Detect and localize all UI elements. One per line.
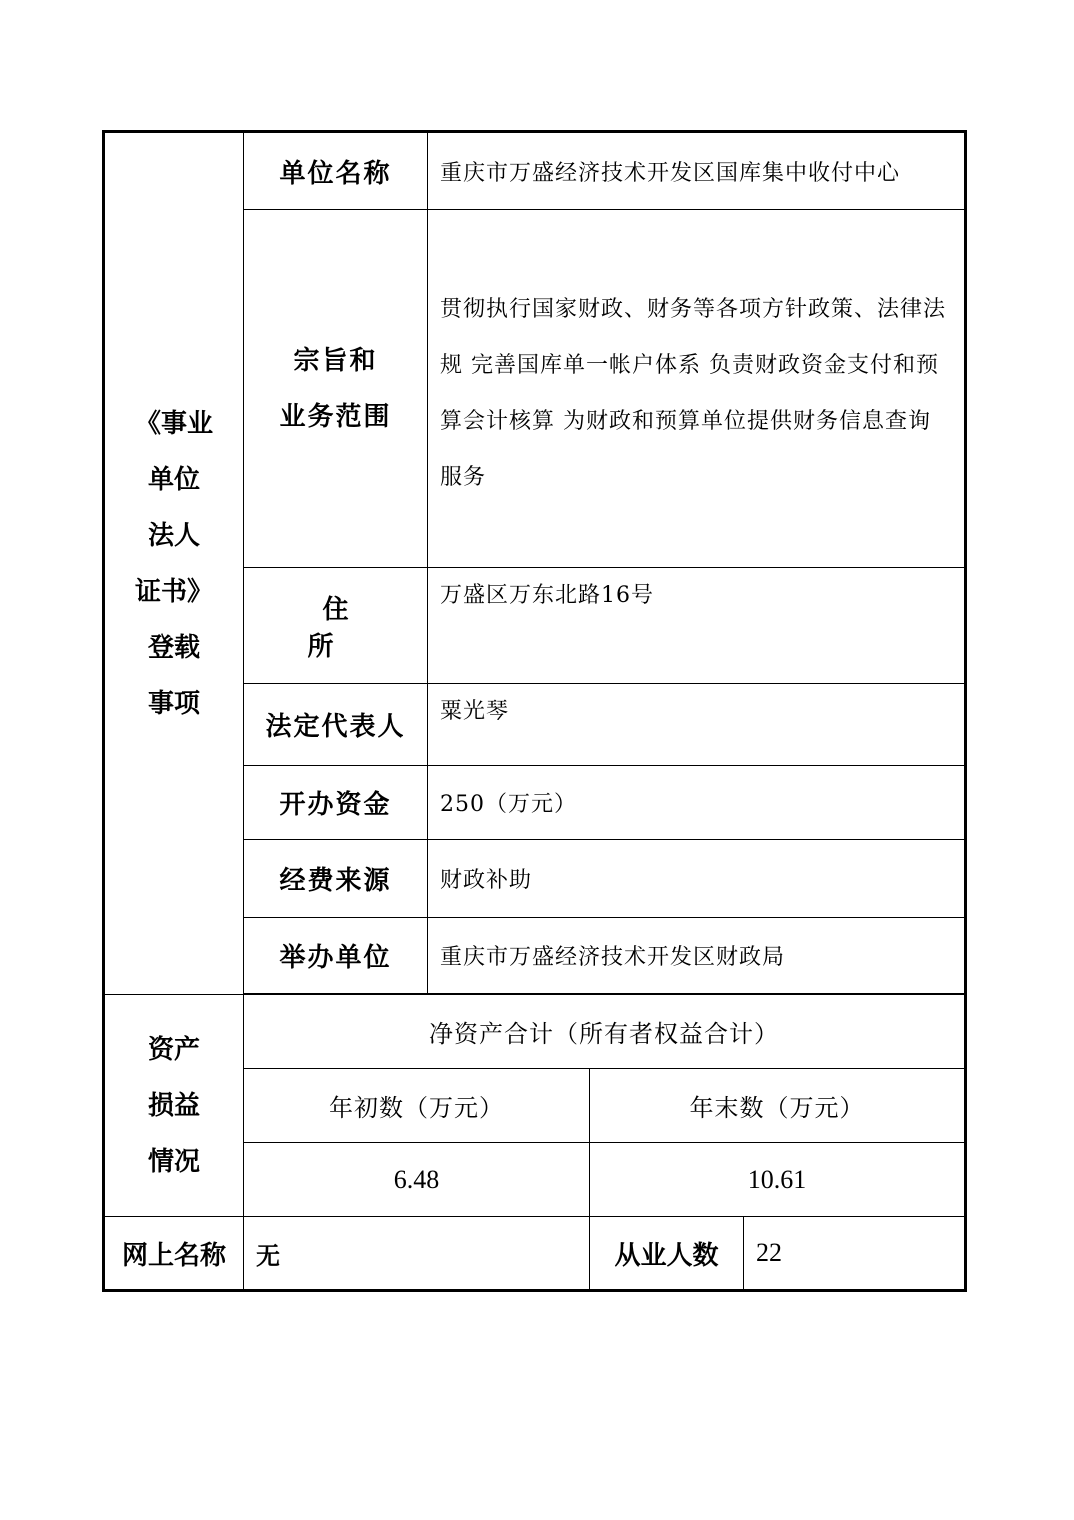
side-line: 损益 bbox=[147, 1090, 200, 1121]
end-value: 10.61 bbox=[590, 1143, 966, 1217]
purpose-value: 贯彻执行国家财政、财务等各项方针政策、法律法规 完善国库单一帐户体系 负责财政资金支付和预算会计核算 为财政和预算单位提供财务信息查询服务 bbox=[428, 210, 966, 568]
purpose-label bbox=[244, 210, 428, 568]
address-label bbox=[244, 568, 435, 684]
funding-value: 财政补助 bbox=[428, 840, 966, 918]
capital-value: 250（万元） bbox=[428, 766, 966, 840]
address-value: 万盛区万东北路16号 bbox=[428, 568, 966, 684]
side-line: 资产 bbox=[147, 1034, 200, 1065]
side-line: 《事业 bbox=[134, 408, 213, 439]
registration-table bbox=[102, 130, 967, 1292]
side-line: 登载 bbox=[147, 632, 200, 663]
assets-side-header bbox=[104, 995, 244, 1217]
online-name-value: 无 bbox=[244, 1217, 590, 1291]
side-line: 情况 bbox=[147, 1146, 200, 1177]
capital-label: 开办资金 bbox=[244, 766, 428, 840]
online-name-label: 网上名称 bbox=[104, 1217, 244, 1291]
funding-label: 经费来源 bbox=[244, 840, 428, 918]
side-line: 证书》 bbox=[134, 576, 213, 607]
staff-label: 从业人数 bbox=[590, 1217, 744, 1291]
purpose-label-line: 宗旨和 bbox=[293, 345, 378, 376]
address-label-text: 住 所 bbox=[307, 594, 435, 662]
end-label: 年末数（万元） bbox=[590, 1069, 966, 1143]
side-line: 单位 bbox=[147, 464, 200, 495]
begin-value: 6.48 bbox=[244, 1143, 590, 1217]
sponsor-label: 举办单位 bbox=[244, 918, 428, 994]
unit-name-label: 单位名称 bbox=[244, 132, 428, 210]
net-assets-header: 净资产合计（所有者权益合计） bbox=[244, 995, 966, 1069]
side-line: 事项 bbox=[147, 688, 200, 719]
legal-rep-value: 粟光琴 bbox=[428, 684, 966, 766]
side-line: 法人 bbox=[147, 520, 200, 551]
begin-label: 年初数（万元） bbox=[244, 1069, 590, 1143]
purpose-label-line: 业务范围 bbox=[279, 401, 392, 432]
staff-value: 22 bbox=[744, 1217, 966, 1291]
legal-rep-label: 法定代表人 bbox=[244, 684, 428, 766]
registration-side-header bbox=[104, 132, 244, 995]
unit-name-value: 重庆市万盛经济技术开发区国库集中收付中心 bbox=[428, 132, 966, 210]
sponsor-value: 重庆市万盛经济技术开发区财政局 bbox=[428, 918, 966, 994]
